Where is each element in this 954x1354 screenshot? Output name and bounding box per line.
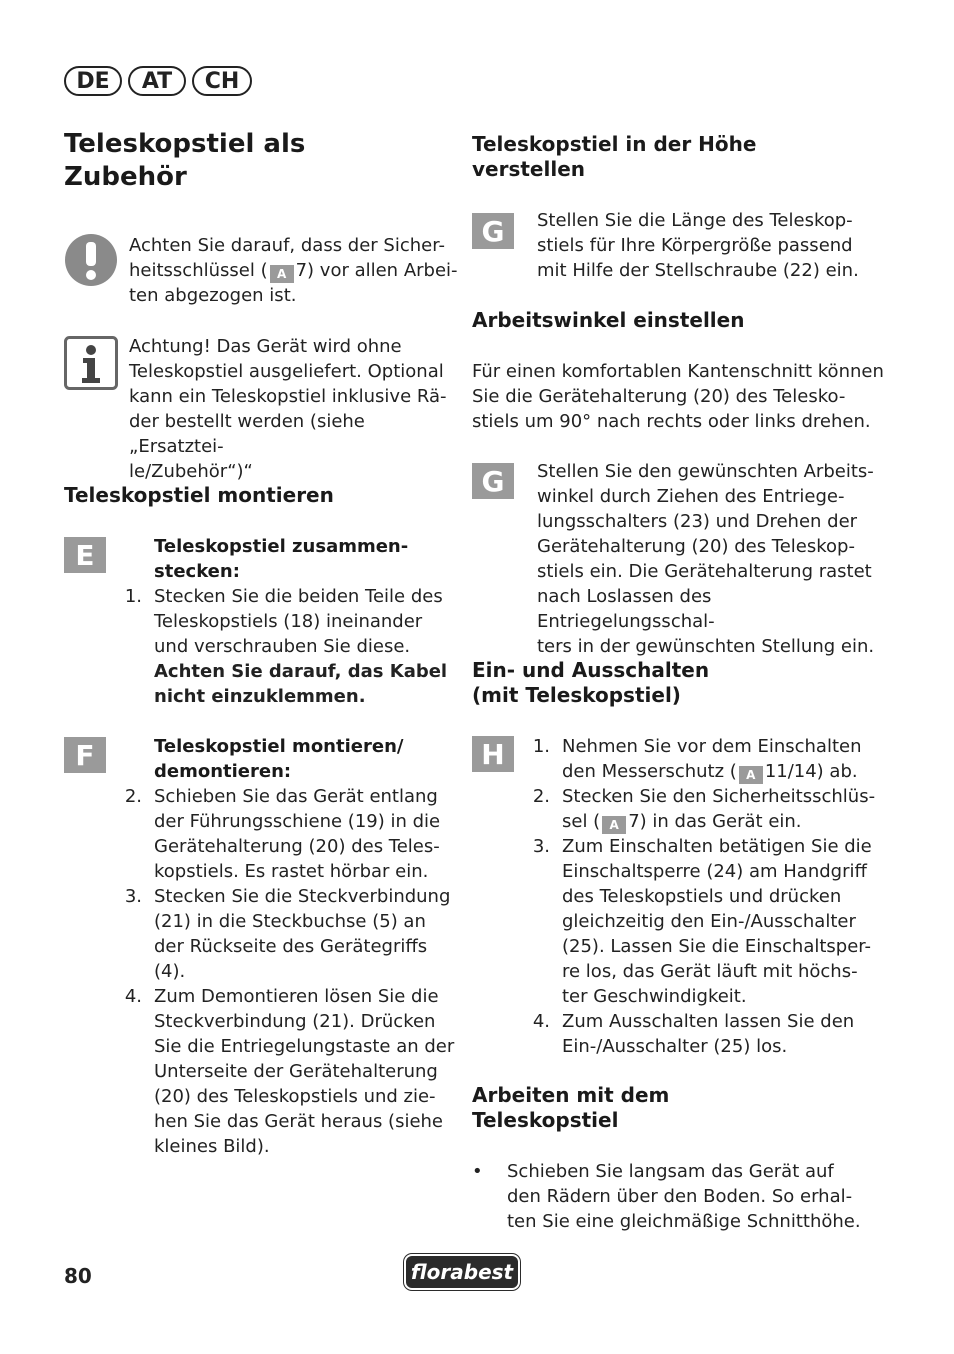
warning-icon [64, 233, 118, 287]
warning-text: Achten Sie darauf, dass der Sicher- heitsschlüssel ( A 7) vor allen Arbei- ten abgezogen ist. [129, 235, 458, 306]
section-heading-arbeiten: Arbeiten mit dem Teleskopstiel [472, 1083, 670, 1132]
figure-ref-a-badge: A [602, 816, 626, 834]
list-item: • Schieben Sie langsam das Gerät auf den Rädern über den Boden. So erhal- ten Sie eine gleichmäßige Schnitthöhe. [472, 1161, 861, 1232]
list-item: 2. Schieben Sie das Gerät entlang der Führungsschiene (19) in die Gerätehalterung (20) des Teles- kopstiels. Es rastet hörbar ein. [124, 786, 441, 882]
list-h [518, 734, 878, 1059]
figure-ref-a-badge: A [270, 265, 294, 283]
brand-logo: florabest [406, 1256, 518, 1288]
figure-box-h: H [472, 736, 514, 772]
info-icon [64, 336, 118, 390]
hoehe-text: Stellen Sie die Länge des Teleskop- stiels für Ihre Körpergröße passend mit Hilfe der Stellschraube (22) ein. [537, 210, 859, 281]
figure-box-g: G [472, 213, 514, 249]
lang-badge-de: DE [64, 66, 122, 96]
list-item: 3. Stecken Sie die Steckverbindung (21) in die Steckbuchse (5) an der Rückseite des Gerätegriffs (4). [124, 886, 451, 982]
lang-badge-at: AT [128, 66, 186, 96]
bullet: • [472, 1161, 483, 1182]
winkel-intro: Für einen komfortablen Kantenschnitt können Sie die Gerätehalterung (20) des Telesko- stiels um 90° nach rechts oder links drehen. [472, 361, 884, 432]
winkel-text: Stellen Sie den gewünschten Arbeits- winkel durch Ziehen des Entriege- lungsschalters (23) und Drehen der Gerätehalterung (20) des Teleskop- stiels ein. Die Gerätehalterung rastet nach Loslassen des Entriegelungsschal- ters in der gewünschten Stellung ein. [537, 461, 875, 657]
subheading-zusammenstecken: Teleskopstiel zusammen- stecken: [154, 536, 409, 582]
subheading-montieren-demontieren: Teleskopstiel montieren/ demontieren: [154, 736, 404, 782]
figure-box-e: E [64, 537, 106, 573]
page-number: 80 [64, 1264, 92, 1288]
list-item: 2. Stecken Sie den Sicherheitsschlüs- sel ( A 7) in das Gerät ein. [532, 786, 876, 832]
list-e [110, 584, 455, 709]
section-heading-schalten: Ein- und Ausschalten (mit Teleskopstiel) [472, 658, 710, 707]
page-title: Teleskopstiel als Zubehör [64, 129, 306, 192]
section-heading-montieren: Teleskopstiel montieren [64, 483, 334, 507]
info-text: Achtung! Das Gerät wird ohne Teleskopstiel ausgeliefert. Optional kann ein Teleskopstiel inklusive Rä- der bestellt werden (siehe „Ersatztei- le/Zubehör“)“ [129, 336, 447, 482]
figure-box-f: F [64, 737, 106, 773]
figure-ref-a-badge: A [739, 766, 763, 784]
list-item: 1. Nehmen Sie vor dem Einschalten den Messerschutz ( A 11/14) ab. [532, 736, 862, 782]
list-item: 4. Zum Demontieren lösen Sie die Steckverbindung (21). Drücken Sie die Entriegelungstaste an der Unterseite der Gerätehalterung (20) des Teleskopstiels und zie- hen Sie das Gerät heraus (siehe kleines Bild). [124, 986, 455, 1157]
list-arbeiten [472, 1159, 882, 1234]
section-heading-hoehe: Teleskopstiel in der Höhe verstellen [472, 132, 757, 181]
list-item: 3. Zum Einschalten betätigen Sie die Einschaltsperre (24) am Handgriff des Teleskopstiels und drücken gleichzeitig den Ein-/Ausschalter (25). Lassen Sie die Einschaltsper- re los, das Gerät läuft mit höchs- ter Geschwindigkeit. [532, 836, 872, 1007]
lang-badge-ch: CH [192, 66, 252, 96]
list-f [110, 784, 455, 1159]
figure-box-g-2: G [472, 463, 514, 499]
list-item: 1. Stecken Sie die beiden Teile des Teleskopstiels (18) ineinander und verschrauben Sie diese. Achten Sie darauf, das Kabel nicht einzuklemmen. [124, 586, 448, 707]
section-heading-winkel: Arbeitswinkel einstellen [472, 308, 745, 332]
list-item: 4. Zum Ausschalten lassen Sie den Ein-/Ausschalter (25) los. [532, 1011, 855, 1057]
